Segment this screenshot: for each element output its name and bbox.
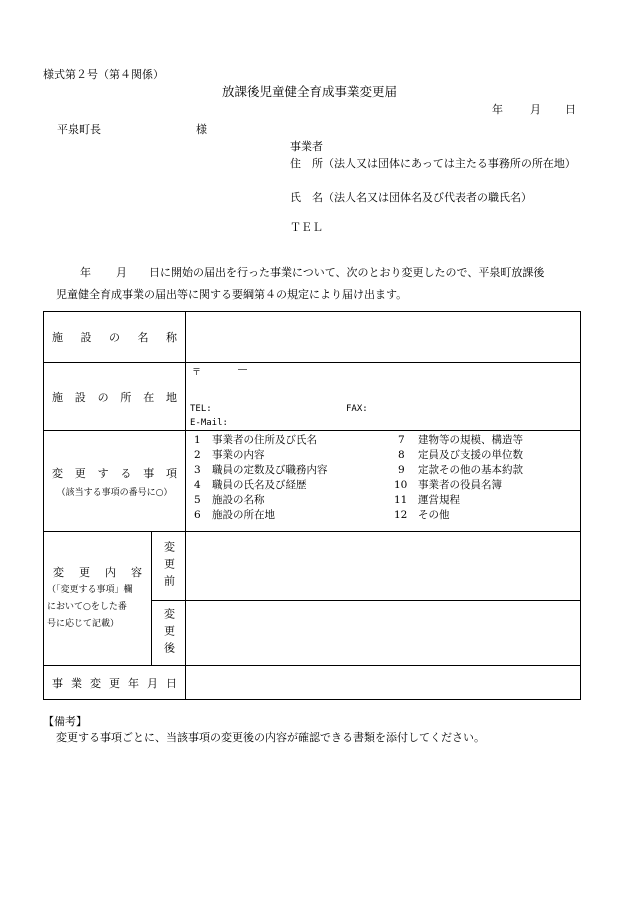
change-form-table (43, 311, 581, 700)
date-day: 日 (565, 103, 576, 116)
change-item[interactable]: 3 職員の定数及び職務内容 (194, 464, 328, 476)
facility-address-field[interactable] (186, 363, 581, 431)
date-year: 年 (492, 103, 503, 116)
before-label: 変更前 (152, 532, 186, 601)
date-month: 月 (530, 103, 541, 116)
document-title: 放課後児童健全育成事業変更届 (222, 84, 398, 99)
change-item[interactable]: 8 定員及び支援の単位数 (398, 449, 523, 461)
change-item[interactable]: 2 事業の内容 (194, 449, 265, 461)
change-item[interactable]: 1 事業者の住所及び氏名 (194, 434, 317, 446)
change-items-label: 変 更 す る 事 項 （該当する事項の番号に○） (44, 431, 186, 532)
facility-name-field[interactable] (186, 312, 581, 363)
after-label: 変更後 (152, 601, 186, 666)
honorific: 様 (196, 123, 207, 136)
change-item[interactable]: 12 その他 (394, 509, 450, 521)
fax-field: FAX: (346, 404, 368, 414)
row-change-before (44, 532, 581, 601)
row-change-items (44, 431, 581, 532)
postal-dash: ― (238, 365, 247, 375)
change-date-label: 事 業 変 更 年 月 日 (44, 666, 186, 700)
change-item[interactable]: 9 定款その他の基本約款 (398, 464, 523, 476)
change-content-note: （「変更する事項」欄 において○をした番 号に応じて記載） (47, 585, 133, 629)
row-facility-name (44, 312, 581, 363)
name-label: 氏 名（法人名又は団体名及び代表者の職氏名） (290, 191, 532, 204)
facility-address-label: 施 設 の 所 在 地 (44, 363, 186, 431)
tel-label: ＴＥＬ (290, 221, 323, 234)
facility-name-label: 施 設 の 名 称 (44, 312, 186, 363)
change-content-label: 変 更 内 容 （「変更する事項」欄 において○をした番 号に応じて記載） (44, 532, 152, 666)
body-year: 年 (80, 266, 91, 279)
form-number: 様式第２号（第４関係） (43, 68, 164, 81)
addressee: 平泉町長 (57, 123, 101, 136)
change-before-field[interactable] (186, 532, 581, 601)
change-items-list (186, 431, 581, 532)
tel-field: TEL: (190, 404, 212, 414)
change-date-field[interactable] (186, 666, 581, 700)
change-item[interactable]: 11 運営規程 (394, 494, 460, 506)
remarks-heading: 【備考】 (43, 715, 87, 728)
address-label: 住 所（法人又は団体にあっては主たる事務所の所在地） (290, 157, 576, 170)
change-after-field[interactable] (186, 601, 581, 666)
change-item[interactable]: 4 職員の氏名及び経歴 (194, 479, 307, 491)
change-item[interactable]: 7 建物等の規模、構造等 (398, 434, 523, 446)
change-item[interactable]: 6 施設の所在地 (194, 509, 275, 521)
business-label: 事業者 (290, 140, 323, 153)
postal-mark: 〒 (192, 368, 202, 378)
body-line1: 日に開始の届出を行った事業について、次のとおり変更したので、平泉町放課後 (149, 266, 545, 279)
row-facility-address (44, 363, 581, 431)
change-items-note: （該当する事項の番号に○） (56, 487, 173, 498)
change-item[interactable]: 10 事業者の役員名簿 (394, 479, 502, 491)
email-field: E-Mail: (190, 418, 228, 428)
row-change-date (44, 666, 581, 700)
body-line2: 児童健全育成事業の届出等に関する要綱第４の規定により届け出ます。 (56, 288, 408, 301)
body-month: 月 (116, 266, 127, 279)
remarks-text: 変更する事項ごとに、当該事項の変更後の内容が確認できる書類を添付してください。 (56, 731, 485, 744)
change-item[interactable]: 5 施設の名称 (194, 494, 265, 506)
